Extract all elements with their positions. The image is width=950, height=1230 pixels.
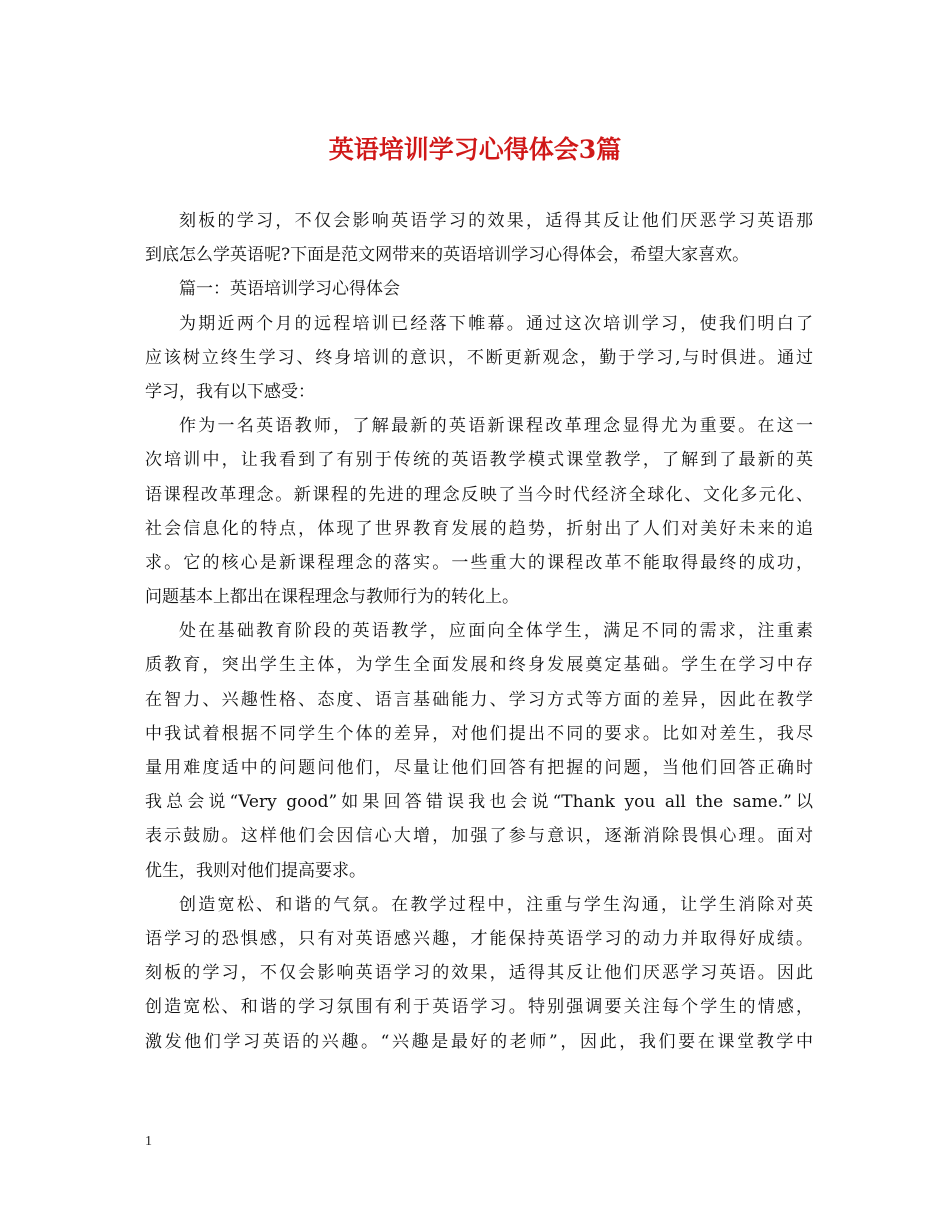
paragraph-line: 刻板的学习，不仅会影响英语学习的效果，适得其反让他们厌恶学习英语那 xyxy=(179,211,813,231)
section-heading: 篇一：英语培训学习心得体会 xyxy=(179,279,400,300)
page-number: 1 xyxy=(145,1134,152,1149)
paragraph-line: 作为一名英语教师，了解最新的英语新课程改革理念显得尤为重要。在这一 xyxy=(179,416,813,437)
paragraph-line: 问题基本上都出在课程理念与教师行为的转化上。 xyxy=(145,587,519,608)
paragraph-line: 质教育，突出学生主体，为学生全面发展和终身发展奠定基础。学生在学习中存 xyxy=(145,655,813,676)
paragraph-line: 学习，我有以下感受： xyxy=(145,381,315,402)
paragraph-line: 表示鼓励。这样他们会因信心大增，加强了参与意识，逐渐消除畏惧心理。面对 xyxy=(145,826,813,847)
paragraph-line: 量用难度适中的问题问他们，尽量让他们回答有把握的问题，当他们回答正确时 xyxy=(145,758,813,778)
paragraph-line: 创造宽松、和谐的学习氛围有利于英语学习。特别强调要关注每个学生的情感， xyxy=(145,997,813,1018)
paragraph-line: 语课程改革理念。新课程的先进的理念反映了当今时代经济全球化、文化多元化、 xyxy=(145,484,813,505)
paragraph-line: 在智力、兴趣性格、态度、语言基础能力、学习方式等方面的差异，因此在教学 xyxy=(145,689,813,710)
paragraph-line: 社会信息化的特点，体现了世界教育发展的趋势，折射出了人们对美好未来的追 xyxy=(145,518,813,539)
paragraph-line: 激发他们学习英语的兴趣。“兴趣是最好的老师”，因此，我们要在课堂教学中 xyxy=(145,1031,813,1052)
document-body xyxy=(145,204,813,1059)
paragraph-line: 优生，我则对他们提高要求。 xyxy=(145,860,366,881)
paragraph-line: 次培训中，让我看到了有别于传统的英语教学模式课堂教学，了解到了最新的英 xyxy=(145,450,813,471)
paragraph-line: 到底怎么学英语呢?下面是范文网带来的英语培训学习心得体会，希望大家喜欢。 xyxy=(145,245,750,266)
paragraph-line: 求。它的核心是新课程理念的落实。一些重大的课程改革不能取得最终的成功， xyxy=(145,552,813,573)
paragraph-line: 创造宽松、和谐的气氛。在教学过程中，注重与学生沟通，让学生消除对英 xyxy=(179,894,813,915)
paragraph-line: 语学习的恐惧感，只有对英语感兴趣，才能保持英语学习的动力并取得好成绩。 xyxy=(145,928,813,949)
paragraph-line: 应该树立终生学习、终身培训的意识，不断更新观念，勤于学习,与时俱进。通过 xyxy=(145,347,813,368)
paragraph-line: 中我试着根据不同学生个体的差异，对他们提出不同的要求。比如对差生，我尽 xyxy=(145,723,813,744)
paragraph-line: 刻板的学习，不仅会影响英语学习的效果，适得其反让他们厌恶学习英语。因此 xyxy=(145,963,813,984)
paragraph-line: 我总会说“Very good”如果回答错误我也会说“Thank you all the same.”以 xyxy=(145,792,813,813)
document-title: 英语培训学习心得体会3篇 xyxy=(328,135,622,164)
paragraph-line: 为期近两个月的远程培训已经落下帷幕。通过这次培训学习，使我们明白了 xyxy=(179,313,813,334)
paragraph-line: 处在基础教育阶段的英语教学，应面向全体学生，满足不同的需求，注重素 xyxy=(179,621,813,642)
